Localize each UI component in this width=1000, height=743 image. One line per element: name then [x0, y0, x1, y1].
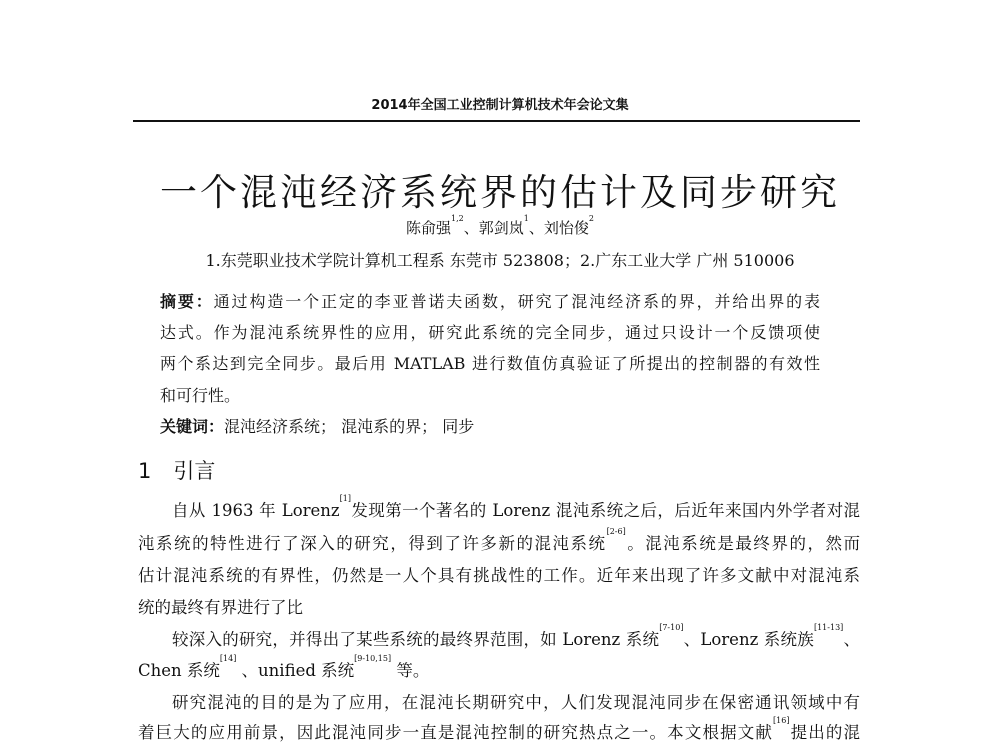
body-line [172, 689, 860, 711]
body-text-segment: Chen 系统 [138, 661, 220, 680]
section-title: 引言 [173, 459, 216, 483]
body-line [172, 623, 861, 649]
keywords-label: 关键词： [160, 417, 225, 436]
abstract-text: 和可行性。 [160, 386, 241, 405]
abstract-text: 两个系达到完全同步。最后用 MATLAB 进行数值仿真验证了所提出的控制器的有效性 [160, 354, 820, 373]
body-text-segment: 自从 1963 年 Lorenz [172, 501, 340, 520]
citation-ref: [1] [339, 494, 351, 503]
affiliation: 1.东莞职业技术学院计算机工程系 东莞市 523808；2.广东工业大学 广州 510006 [205, 251, 795, 270]
citation-ref: [2-6] [606, 527, 626, 536]
abstract-line [160, 383, 820, 403]
body-text-segment: 着巨大的应用前景，因此混沌同步一直是混沌控制的研究热点之一。本文根据文献 [138, 723, 774, 742]
body-text-segment: 、Lorenz 系统族 [683, 630, 814, 649]
body-text-segment: 较深入的研究，并得出了某些系统的最终界范围，如 Lorenz 系统 [172, 630, 660, 649]
paper-title: 一个混沌经济系统界的估计及同步研究 [160, 171, 840, 214]
body-line [138, 594, 860, 616]
header-rule [133, 120, 860, 122]
section-heading [138, 455, 237, 485]
citation-ref: [11-13] [813, 623, 844, 632]
abstract-label: 摘要： [160, 292, 214, 311]
body-line [172, 494, 861, 520]
body-text-segment: 沌系统的特性进行了深入的研究，得到了许多新的混沌系统 [138, 534, 607, 553]
author-affiliation-mark: 1,2 [451, 214, 464, 223]
author-affiliation-mark: 2 [588, 214, 594, 223]
citation-ref: [16] [773, 716, 790, 725]
author-separator: 、 [463, 219, 479, 237]
keywords [160, 414, 820, 434]
body-text-segment: 、unified 系统 [236, 661, 355, 680]
body-text-segment: 研究混沌的目的是为了应用，在混沌长期研究中，人们发现混沌同步在保密通讯领域中有 [172, 693, 860, 712]
abstract-line [160, 289, 820, 309]
citation-ref: [9-10,15] [354, 654, 392, 663]
body-text-segment: 。混沌系统是最终界的，然而 [625, 534, 861, 553]
body-text-segment: 统的最终有界进行了比 [138, 598, 303, 617]
author-name: 陈俞强 [406, 219, 452, 237]
abstract-line [160, 320, 820, 340]
body-line [138, 527, 861, 553]
abstract-line [160, 351, 820, 371]
author-name: 郭剑岚 [478, 219, 524, 237]
body-line [138, 654, 860, 680]
body-text-segment: 等。 [391, 661, 430, 680]
body-text-segment: 发现第一个著名的 Lorenz 混沌系统之后，后近年来国内外学者对混 [350, 501, 861, 520]
body-line [138, 716, 861, 742]
body-line [138, 562, 860, 584]
body-text-segment: 估计混沌系统的有界性，仍然是一人个具有挑战性的工作。近年来出现了许多文献中对混沌系 [138, 566, 860, 585]
abstract-text: 达式。作为混沌系统界性的应用，研究此系统的完全同步，通过只设计一个反馈项使 [160, 323, 820, 342]
citation-ref: [14] [219, 654, 237, 663]
running-header: 2014年全国工业控制计算机技术年会论文集 [371, 98, 629, 113]
author-affiliation-mark: 1 [523, 214, 529, 223]
author-name: 刘怡俊 [543, 219, 589, 237]
author-list [0, 214, 1000, 238]
author-separator: 、 [528, 219, 544, 237]
citation-ref: [7-10] [659, 623, 684, 632]
body-text-segment: 提出的混 [789, 723, 861, 742]
abstract-text: 通过构造一个正定的李亚普诺夫函数，研究了混沌经济系的界，并给出界的表 [213, 292, 820, 311]
keywords-text: 混沌经济系统； 混沌系的界； 同步 [224, 417, 475, 436]
section-number: 1 [138, 459, 152, 483]
body-text-segment: 、 [843, 630, 861, 649]
